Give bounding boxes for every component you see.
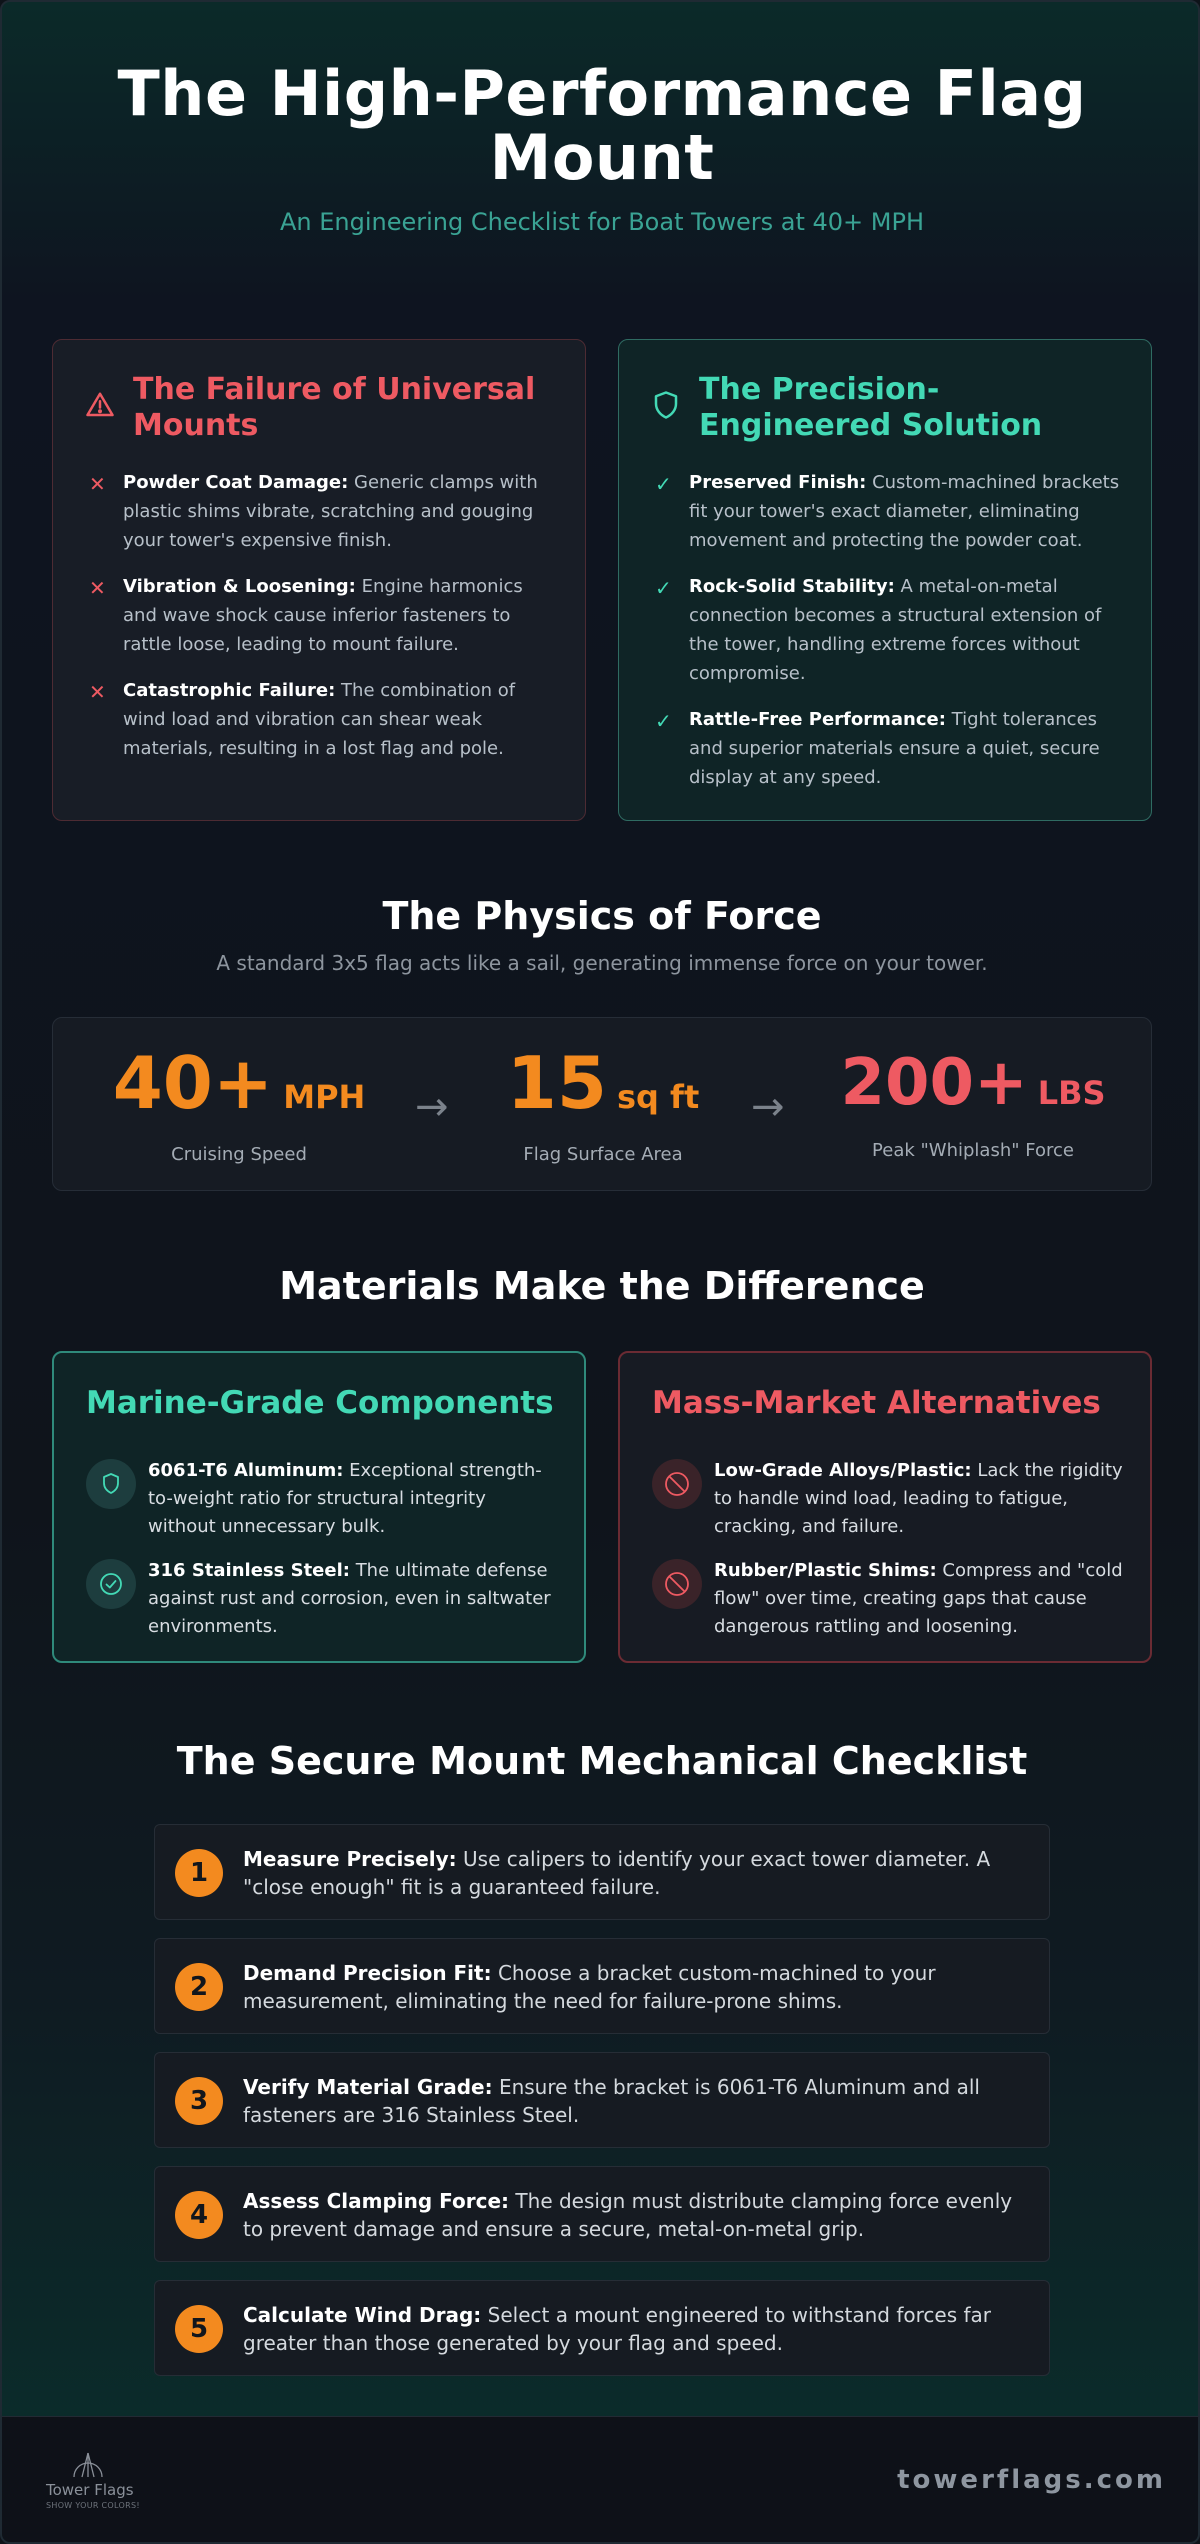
x-icon: ✕: [89, 680, 106, 704]
item-text: Lack the rigidity to handle wind load, leading to fatigue, cracking, and failure.: [714, 1460, 1123, 1537]
stat-label: Peak "Whiplash" Force: [872, 1140, 1074, 1161]
step-title: Calculate Wind Drag:: [243, 2303, 482, 2327]
step-number-badge: 2: [175, 1963, 223, 2011]
item-title: Catastrophic Failure:: [123, 680, 336, 701]
item-title: Rattle-Free Performance:: [689, 709, 946, 730]
item-title: Rubber/Plastic Shims:: [714, 1560, 937, 1581]
checklist-step: [154, 1824, 1050, 1920]
stat-unit: sq ft: [616, 1078, 700, 1116]
hero: [2, 57, 1200, 236]
step-number-badge: 3: [175, 2077, 223, 2125]
list-item: [655, 468, 1125, 555]
physics-title: The Physics of Force: [382, 894, 822, 938]
item-text: Custom-machined brackets fit your tower's exact diameter, eliminating movement and protecting the powder coat.: [689, 472, 1120, 551]
failure-list: [89, 468, 559, 780]
logo-name: Tower Flags: [46, 2481, 134, 2499]
check-icon: ✓: [655, 472, 672, 496]
failure-heading: The Failure of Universal Mounts: [133, 372, 536, 443]
x-icon: ✕: [89, 576, 106, 600]
stat-value: 15: [506, 1041, 607, 1125]
warning-triangle-icon: [85, 390, 115, 420]
item-text: Tight tolerances and superior materials ensure a quiet, secure display at any speed.: [689, 709, 1100, 788]
prohibited-icon: [652, 1459, 702, 1509]
item-text: Engine harmonics and wave shock cause inferior fasteners to rattle loose, leading to mount failure.: [123, 576, 523, 655]
prohibited-icon: [652, 1559, 702, 1609]
stat-speed: [109, 1042, 369, 1165]
list-item: [655, 572, 1125, 688]
item-title: Rock-Solid Stability:: [689, 576, 895, 597]
step-number-badge: 5: [175, 2305, 223, 2353]
checklist-step: [154, 2052, 1050, 2148]
stat-value: 40+: [112, 1041, 274, 1125]
shield-icon: [651, 390, 681, 420]
item-title: 6061-T6 Aluminum:: [148, 1460, 344, 1481]
step-title: Assess Clamping Force:: [243, 2189, 510, 2213]
check-circle-icon: [86, 1559, 136, 1609]
stat-force: [823, 1042, 1123, 1161]
item-title: Powder Coat Damage:: [123, 472, 349, 493]
check-icon: ✓: [655, 709, 672, 733]
arrow-right-icon: →: [751, 1084, 785, 1130]
arrow-right-icon: →: [415, 1084, 449, 1130]
step-text: The design must distribute clamping force evenly to prevent damage and ensure a secure, metal-on-metal grip.: [243, 2189, 1013, 2241]
checklist-title: The Secure Mount Mechanical Checklist: [176, 1739, 1028, 1783]
mass-market-card: [618, 1351, 1152, 1663]
list-item: [89, 676, 559, 763]
footer: [2, 2416, 1200, 2544]
stat-area: [473, 1042, 733, 1165]
stat-value-line: [823, 1042, 1123, 1134]
step-title: Measure Precisely:: [243, 1847, 457, 1871]
item-text: Generic clamps with plastic shims vibrate, scratching and gouging your tower's expensive finish.: [123, 472, 538, 551]
item-title: Preserved Finish:: [689, 472, 867, 493]
solution-card: [618, 339, 1152, 821]
shield-icon: [86, 1459, 136, 1509]
step-number-badge: 4: [175, 2191, 223, 2239]
checklist-step: [154, 2166, 1050, 2262]
item-title: Vibration & Loosening:: [123, 576, 356, 597]
stat-value-line: [473, 1042, 733, 1138]
item-text: The ultimate defense against rust and corrosion, even in saltwater environments.: [148, 1560, 551, 1637]
item-title: 316 Stainless Steel:: [148, 1560, 350, 1581]
list-item: [89, 572, 559, 659]
step-text: Use calipers to identify your exact tower diameter. A "close enough" fit is a guaranteed failure.: [243, 1847, 991, 1899]
website-link[interactable]: towerflags.com: [897, 2465, 1166, 2495]
solution-heading: The Precision-Engineered Solution: [699, 372, 1043, 443]
check-icon: ✓: [655, 576, 672, 600]
step-title: Verify Material Grade:: [243, 2075, 493, 2099]
solution-list: [655, 468, 1125, 809]
physics-subtitle: A standard 3x5 flag acts like a sail, generating immense force on your tower.: [216, 951, 988, 975]
item-text: Exceptional strength-to-weight ratio for structural integrity without unnecessary bulk.: [148, 1460, 542, 1537]
list-item: [89, 468, 559, 555]
x-icon: ✕: [89, 472, 106, 496]
stat-value-line: [109, 1042, 369, 1138]
logo-tagline: SHOW YOUR COLORS!: [46, 2501, 140, 2510]
item-text: Compress and "cold flow" over time, creating gaps that cause dangerous rattling and loosening.: [714, 1560, 1123, 1637]
item-title: Low-Grade Alloys/Plastic:: [714, 1460, 972, 1481]
page-title: The High-Performance Flag Mount: [117, 57, 1087, 194]
stat-unit: MPH: [283, 1078, 366, 1116]
step-title: Demand Precision Fit:: [243, 1961, 492, 1985]
stat-value: 200+: [840, 1046, 1028, 1120]
force-stats: [52, 1017, 1152, 1191]
checklist-step: [154, 1938, 1050, 2034]
marine-grade-card: [52, 1351, 586, 1663]
marine-grade-heading: Marine-Grade Components: [86, 1385, 554, 1421]
stat-label: Flag Surface Area: [523, 1144, 683, 1165]
stat-unit: LBS: [1037, 1074, 1106, 1112]
materials-title: Materials Make the Difference: [279, 1264, 925, 1308]
step-text: Choose a bracket custom-machined to your measurement, eliminating the need for failure-prone shims.: [243, 1961, 936, 2013]
list-item: [655, 705, 1125, 792]
step-text: Select a mount engineered to withstand forces far greater than those generated by your flag and speed.: [243, 2303, 992, 2355]
tower-flags-logo-icon: [70, 2449, 106, 2479]
item-text: The combination of wind load and vibration can shear weak materials, resulting in a lost flag and pole.: [123, 680, 516, 759]
checklist-step: [154, 2280, 1050, 2376]
failure-card: [52, 339, 586, 821]
stat-label: Cruising Speed: [171, 1144, 307, 1165]
step-text: Ensure the bracket is 6061-T6 Aluminum and all fasteners are 316 Stainless Steel.: [243, 2075, 980, 2127]
step-number-badge: 1: [175, 1849, 223, 1897]
item-text: A metal-on-metal connection becomes a structural extension of the tower, handling extreme forces without compromise.: [689, 576, 1102, 684]
page-subtitle: An Engineering Checklist for Boat Towers at 40+ MPH: [279, 208, 925, 236]
mass-market-heading: Mass-Market Alternatives: [652, 1385, 1101, 1421]
